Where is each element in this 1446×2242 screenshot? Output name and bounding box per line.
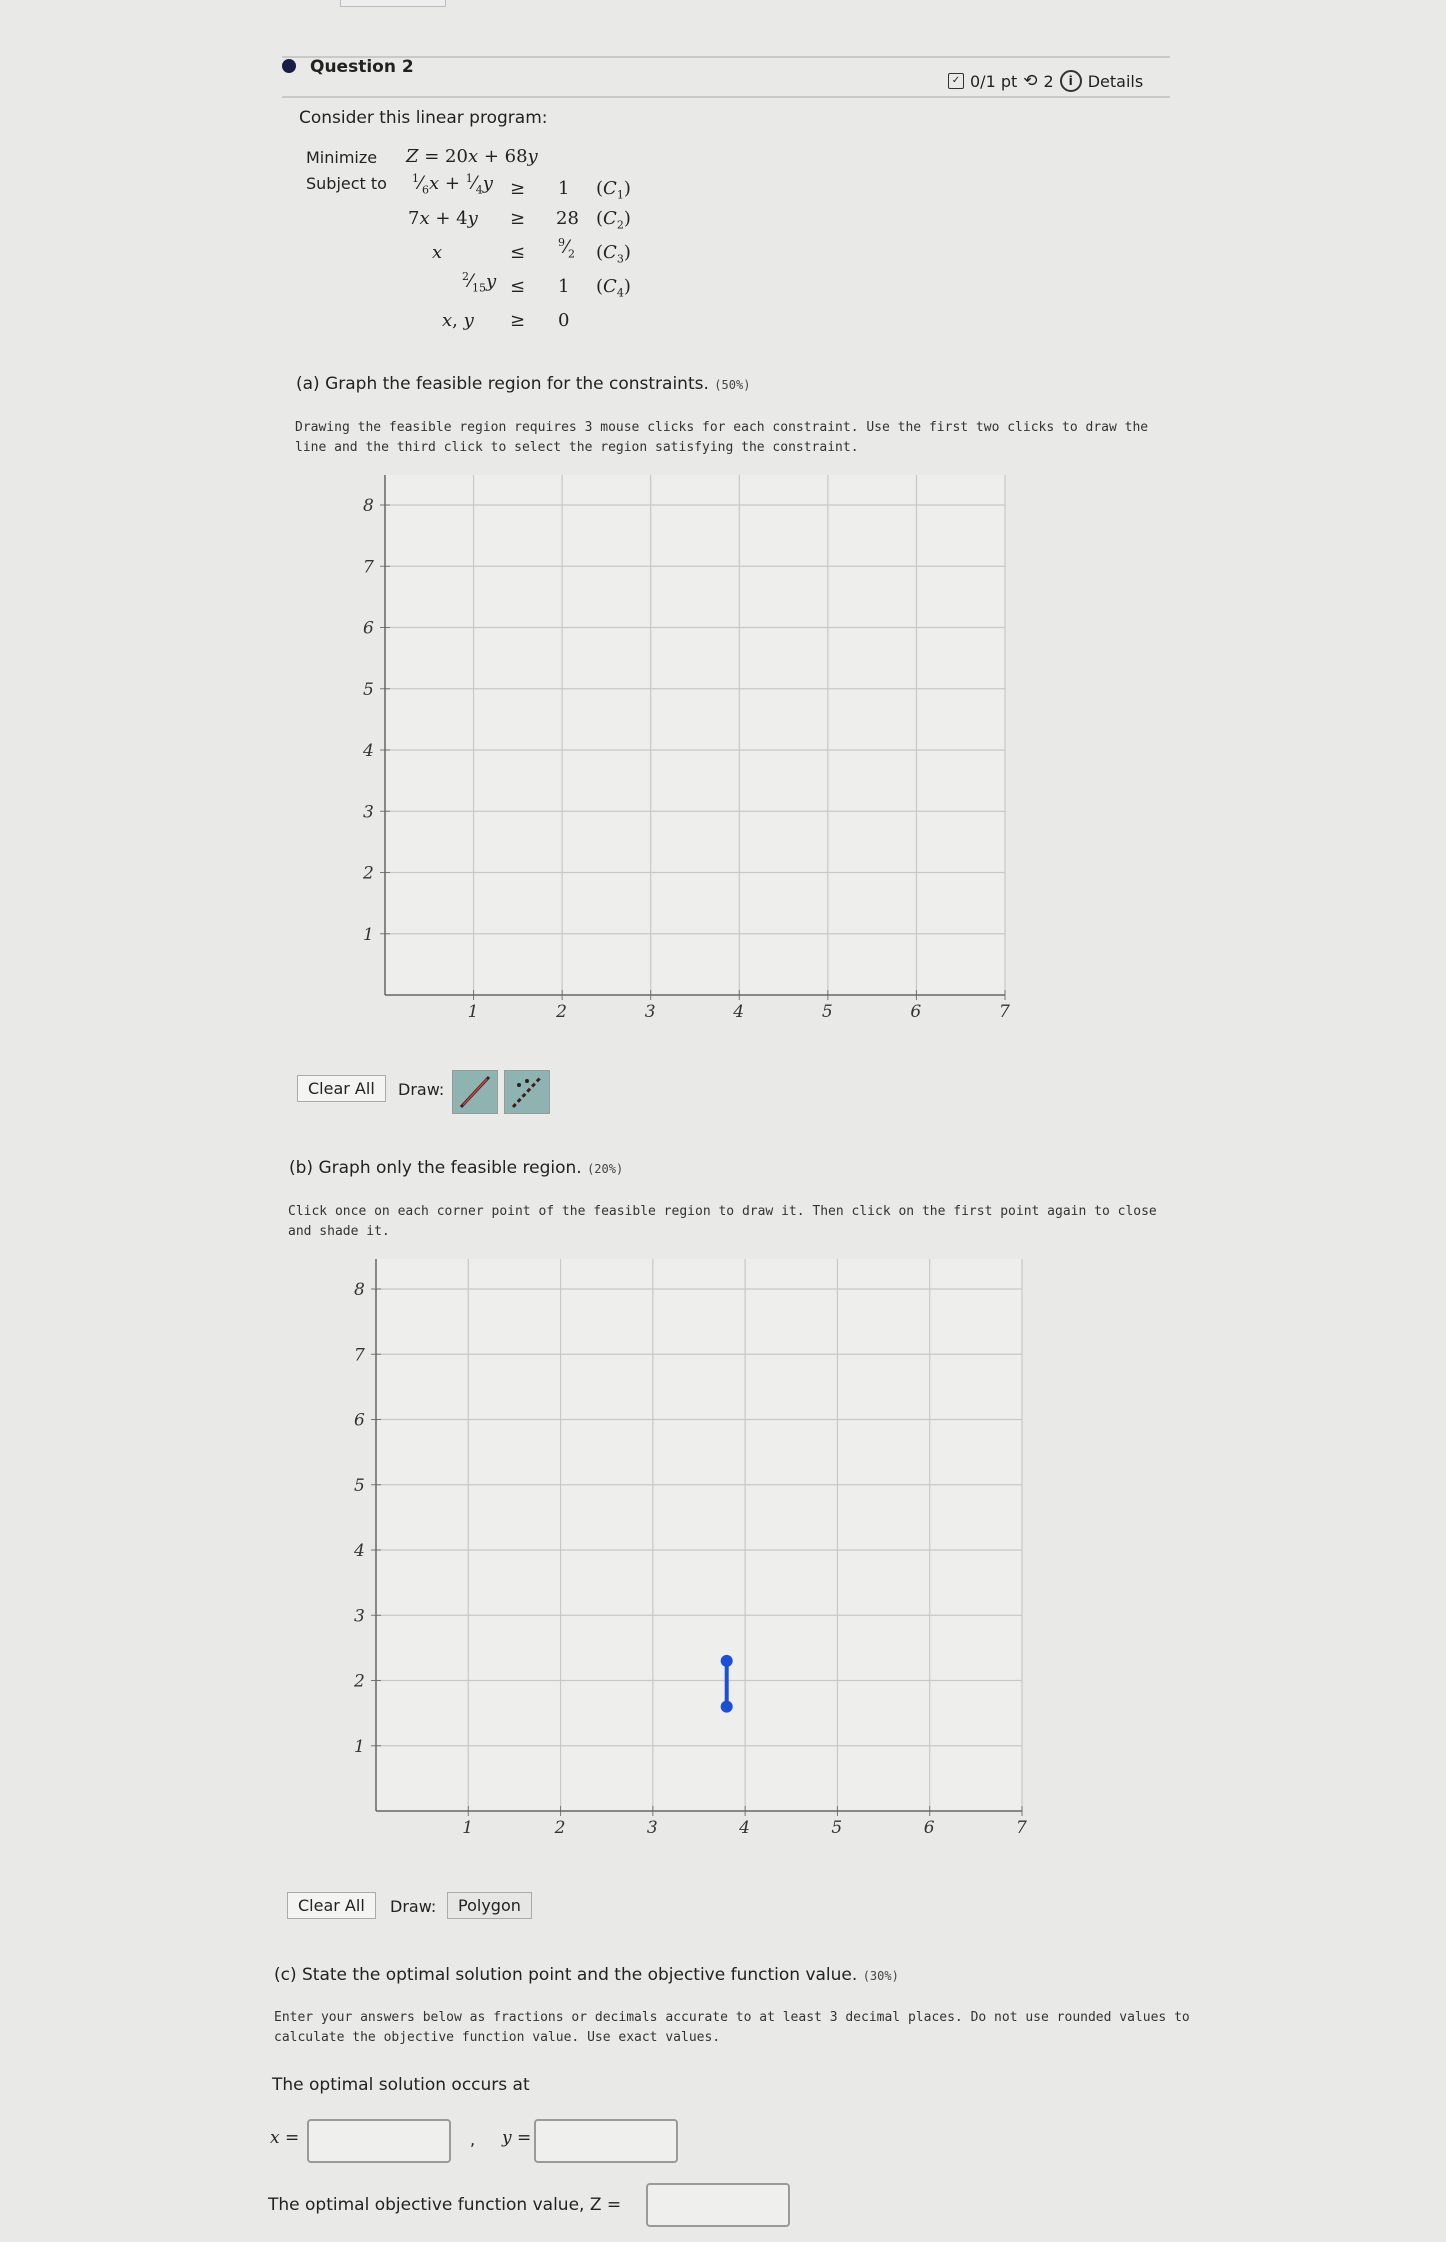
- c3-name: $(C_3)$: [596, 242, 631, 266]
- c2-name: $(C_2)$: [596, 208, 631, 232]
- graph-a[interactable]: [340, 470, 1040, 1030]
- retry-icon[interactable]: ⟲: [1023, 71, 1038, 91]
- c2-op: ≥: [510, 208, 526, 229]
- status-dot: [282, 59, 296, 73]
- z-label: The optimal objective function value, Z =: [268, 2195, 622, 2215]
- top-edge-tab: [340, 0, 446, 7]
- graph-a-x-tick-label: 4: [733, 1002, 745, 1022]
- graph-b[interactable]: [340, 1256, 1050, 1836]
- graph-a-x-tick-label: 7: [999, 1002, 1010, 1022]
- c2-rhs: 28: [556, 208, 579, 229]
- c4-lhs: $^2⁄_{15}y$: [462, 270, 497, 295]
- part-b-clear-all-button[interactable]: Clear All: [287, 1892, 376, 1919]
- part-a-title-text: (a) Graph the feasible region for the constraints.: [296, 374, 709, 394]
- part-b-title-text: (b) Graph only the feasible region.: [289, 1158, 582, 1178]
- polygon-tool-button[interactable]: Polygon: [447, 1892, 532, 1919]
- graph-b-x-tick-label: 6: [923, 1818, 935, 1836]
- c4-rhs: 1: [558, 276, 570, 297]
- graph-a-x-tick-label: 6: [910, 1002, 922, 1022]
- graph-b-y-tick-label: 8: [354, 1280, 365, 1300]
- question-title: Question 2: [310, 57, 414, 77]
- objective-function: Z = 20x + 68y: [406, 146, 538, 167]
- c4-op: ≤: [510, 276, 526, 297]
- line-tool-icon: [453, 1071, 497, 1113]
- graph-b-y-tick-label: 2: [354, 1671, 365, 1692]
- details-link[interactable]: Details: [1087, 71, 1144, 91]
- graph-a-x-tick-label: 5: [821, 1002, 833, 1022]
- part-c-title: [274, 1965, 899, 1985]
- graph-b-y-tick-label: 6: [354, 1410, 365, 1431]
- graph-b-x-tick-label: 7: [1016, 1818, 1027, 1836]
- retries-count: 2: [1043, 71, 1054, 91]
- header-rule-bottom: [282, 96, 1170, 98]
- graph-b-y-tick-label: 3: [354, 1606, 365, 1627]
- graph-a-x-tick-label: 3: [644, 1002, 656, 1022]
- part-b-percent: (20%): [587, 1162, 624, 1176]
- graph-b-y-tick-label: 7: [354, 1345, 365, 1366]
- c5-rhs: 0: [558, 310, 570, 331]
- part-a-instructions: Drawing the feasible region requires 3 mouse clicks for each constraint. Use the first two clicks to draw the line and the third click to select the region satisfying the constraint.: [295, 420, 1149, 455]
- x-input[interactable]: [307, 2119, 451, 2163]
- c1-op: ≥: [510, 178, 526, 199]
- graph-a-y-tick-label: 5: [363, 679, 374, 700]
- c5-lhs: x, y: [442, 310, 474, 331]
- graph-b-y-tick-label: 5: [354, 1475, 365, 1496]
- info-icon[interactable]: i: [1060, 70, 1082, 92]
- part-a-clear-all-button[interactable]: Clear All: [297, 1075, 386, 1102]
- question-meta: [948, 70, 1143, 92]
- linear-program: [306, 146, 666, 336]
- graph-a-y-tick-label: 4: [363, 741, 374, 761]
- part-c-percent: (30%): [862, 1969, 899, 1983]
- c3-op: ≤: [510, 242, 526, 263]
- z-input[interactable]: [646, 2183, 790, 2227]
- part-b-instructions: Click once on each corner point of the feasible region to draw it. Then click on the first point again to close and shade it.: [288, 1204, 1157, 1239]
- graph-b-x-tick-label: 5: [831, 1818, 843, 1836]
- graph-a-y-tick-label: 2: [363, 863, 374, 884]
- part-c-instructions: Enter your answers below as fractions or decimals accurate to at least 3 decimal places. Do not use rounded values to calculate the objective function value. Use exact values.: [274, 2010, 1190, 2045]
- graph-a-y-tick-label: 3: [363, 802, 374, 823]
- c5-op: ≥: [510, 310, 526, 331]
- c3-lhs: x: [432, 242, 443, 263]
- polygon-vertex-point[interactable]: [721, 1655, 733, 1667]
- line-tool-button[interactable]: [452, 1070, 498, 1114]
- graph-b-x-tick-label: 2: [554, 1818, 566, 1836]
- graph-b-x-tick-label: 4: [739, 1818, 750, 1836]
- header-rule-top: [282, 56, 1170, 58]
- part-a-draw-label: Draw:: [398, 1080, 445, 1099]
- c1-rhs: 1: [558, 178, 570, 199]
- y-input[interactable]: [534, 2119, 678, 2163]
- part-b-title: [289, 1158, 623, 1178]
- subject-to-label: Subject to: [306, 174, 387, 193]
- half-plane-tool-icon: [505, 1071, 549, 1113]
- half-plane-tool-button[interactable]: [504, 1070, 550, 1114]
- c1-lhs: $^1⁄_6x$ + $^1⁄_4y$: [412, 172, 493, 197]
- c2-lhs: 7x + 4y: [408, 208, 478, 229]
- score-text: 0/1 pt: [970, 71, 1018, 91]
- xy-separator: ,: [470, 2130, 476, 2149]
- intro-text: Consider this linear program:: [299, 108, 548, 128]
- optimal-occurs-label: The optimal solution occurs at: [272, 2075, 530, 2095]
- graph-b-plot-area[interactable]: [376, 1259, 1022, 1811]
- y-label: y =: [502, 2128, 532, 2148]
- graph-b-y-tick-label: 4: [354, 1541, 365, 1561]
- c4-name: $(C_4)$: [596, 276, 631, 300]
- graph-a-y-tick-label: 8: [363, 496, 374, 516]
- graph-a-y-tick-label: 7: [363, 557, 374, 578]
- graph-a-x-tick-label: 2: [556, 1002, 567, 1022]
- graph-a-plot-area[interactable]: [385, 475, 1005, 995]
- graph-b-y-tick-label: 1: [354, 1736, 365, 1757]
- graph-a-x-tick-label: 1: [467, 1002, 479, 1022]
- polygon-vertex-point[interactable]: [721, 1701, 733, 1713]
- c1-name: $(C_1)$: [596, 178, 631, 202]
- checkbox-icon: ✓: [948, 73, 964, 89]
- part-c-title-text: (c) State the optimal solution point and the objective function value.: [274, 1965, 858, 1985]
- graph-b-x-tick-label: 3: [646, 1818, 658, 1836]
- x-label: x =: [270, 2128, 300, 2148]
- graph-b-x-tick-label: 1: [462, 1818, 474, 1836]
- c3-rhs: $^9⁄_2$: [558, 236, 576, 261]
- minimize-label: Minimize: [306, 148, 378, 167]
- part-a-title: [296, 374, 750, 394]
- graph-a-y-tick-label: 6: [363, 618, 374, 639]
- graph-a-y-tick-label: 1: [363, 924, 374, 945]
- part-b-draw-label: Draw:: [390, 1897, 437, 1916]
- part-a-percent: (50%): [714, 378, 751, 392]
